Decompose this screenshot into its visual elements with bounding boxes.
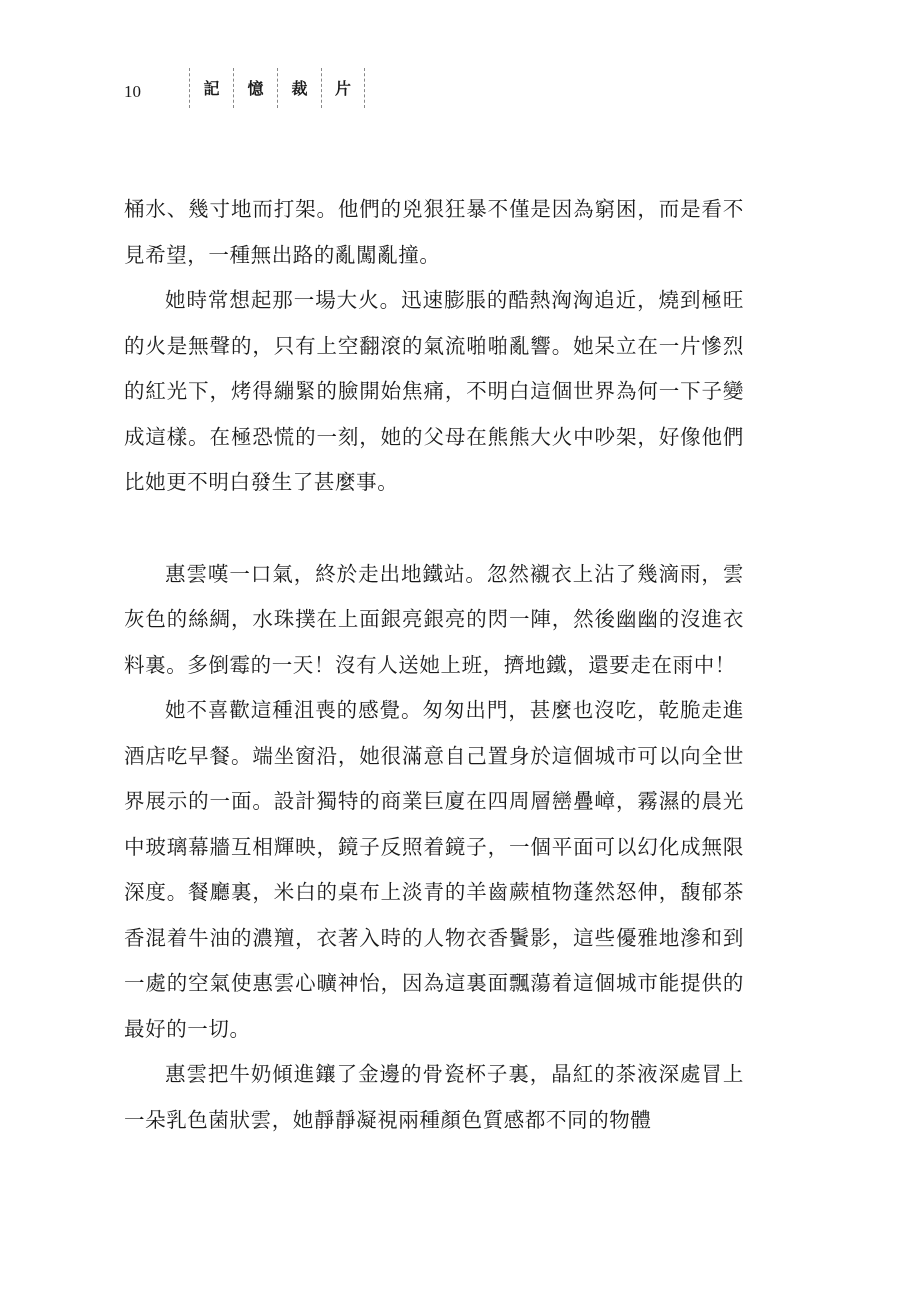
running-title-char: 憶 <box>247 79 264 98</box>
running-title-cell <box>321 68 365 108</box>
running-title-cell <box>189 68 233 108</box>
paragraph: 惠雲嘆一口氣，終於走出地鐵站。忽然襯衣上沾了幾滴雨，雲灰色的絲綢，水珠撲在上面銀亮銀亮的閃一陣，然後幽幽的沒進衣料裏。多倒霉的一天！沒有人送她上班，擠地鐵，還要走在雨中！ <box>124 561 744 677</box>
running-title-cell <box>233 68 277 108</box>
paragraph-continued: 桶水、幾寸地而打架。他們的兇狠狂暴不僅是因為窮困，而是看不見希望，一種無出路的亂闖亂撞。 <box>124 197 744 267</box>
paragraph: 她時常想起那一場大火。迅速膨脹的酷熱洶洶追近，燒到極旺的火是無聲的，只有上空翻滾的氣流啪啪亂響。她呆立在一片慘烈的紅光下，烤得繃緊的臉開始焦痛，不明白這個世界為何一下子變成這樣。在極恐慌的一刻，她的父母在熊熊大火中吵架，好像他們比她更不明白發生了甚麼事。 <box>124 288 744 494</box>
page-header <box>0 0 900 130</box>
running-title <box>189 68 365 108</box>
page-number: 10 <box>124 82 141 101</box>
paragraph: 她不喜歡這種沮喪的感覺。匆匆出門，甚麼也沒吃，乾脆走進酒店吃早餐。端坐窗沿，她很滿意自己置身於這個城市可以向全世界展示的一面。設計獨特的商業巨廈在四周層巒疊嶂，霧濕的晨光中玻璃幕牆互相輝映，鏡子反照着鏡子，一個平面可以幻化成無限深度。餐廳裏，米白的桌布上淡青的羊齒蕨植物蓬然怒伸，馥郁茶香混着牛油的濃羶，衣著入時的人物衣香鬢影，這些優雅地滲和到一處的空氣使惠雲心曠神怡，因為這裏面飄蕩着這個城市能提供的最好的一切。 <box>124 698 744 1041</box>
running-title-cell <box>277 68 321 108</box>
running-title-char: 記 <box>203 79 220 98</box>
running-title-char: 片 <box>334 79 351 98</box>
running-title-char: 裁 <box>291 79 308 98</box>
section-break <box>124 506 744 552</box>
body-text <box>124 187 744 1143</box>
paragraph: 惠雲把牛奶傾進鑲了金邊的骨瓷杯子裏，晶紅的茶液深處冒上一朵乳色菌狀雲，她靜靜凝視兩種顏色質感都不同的物體 <box>124 1062 744 1132</box>
